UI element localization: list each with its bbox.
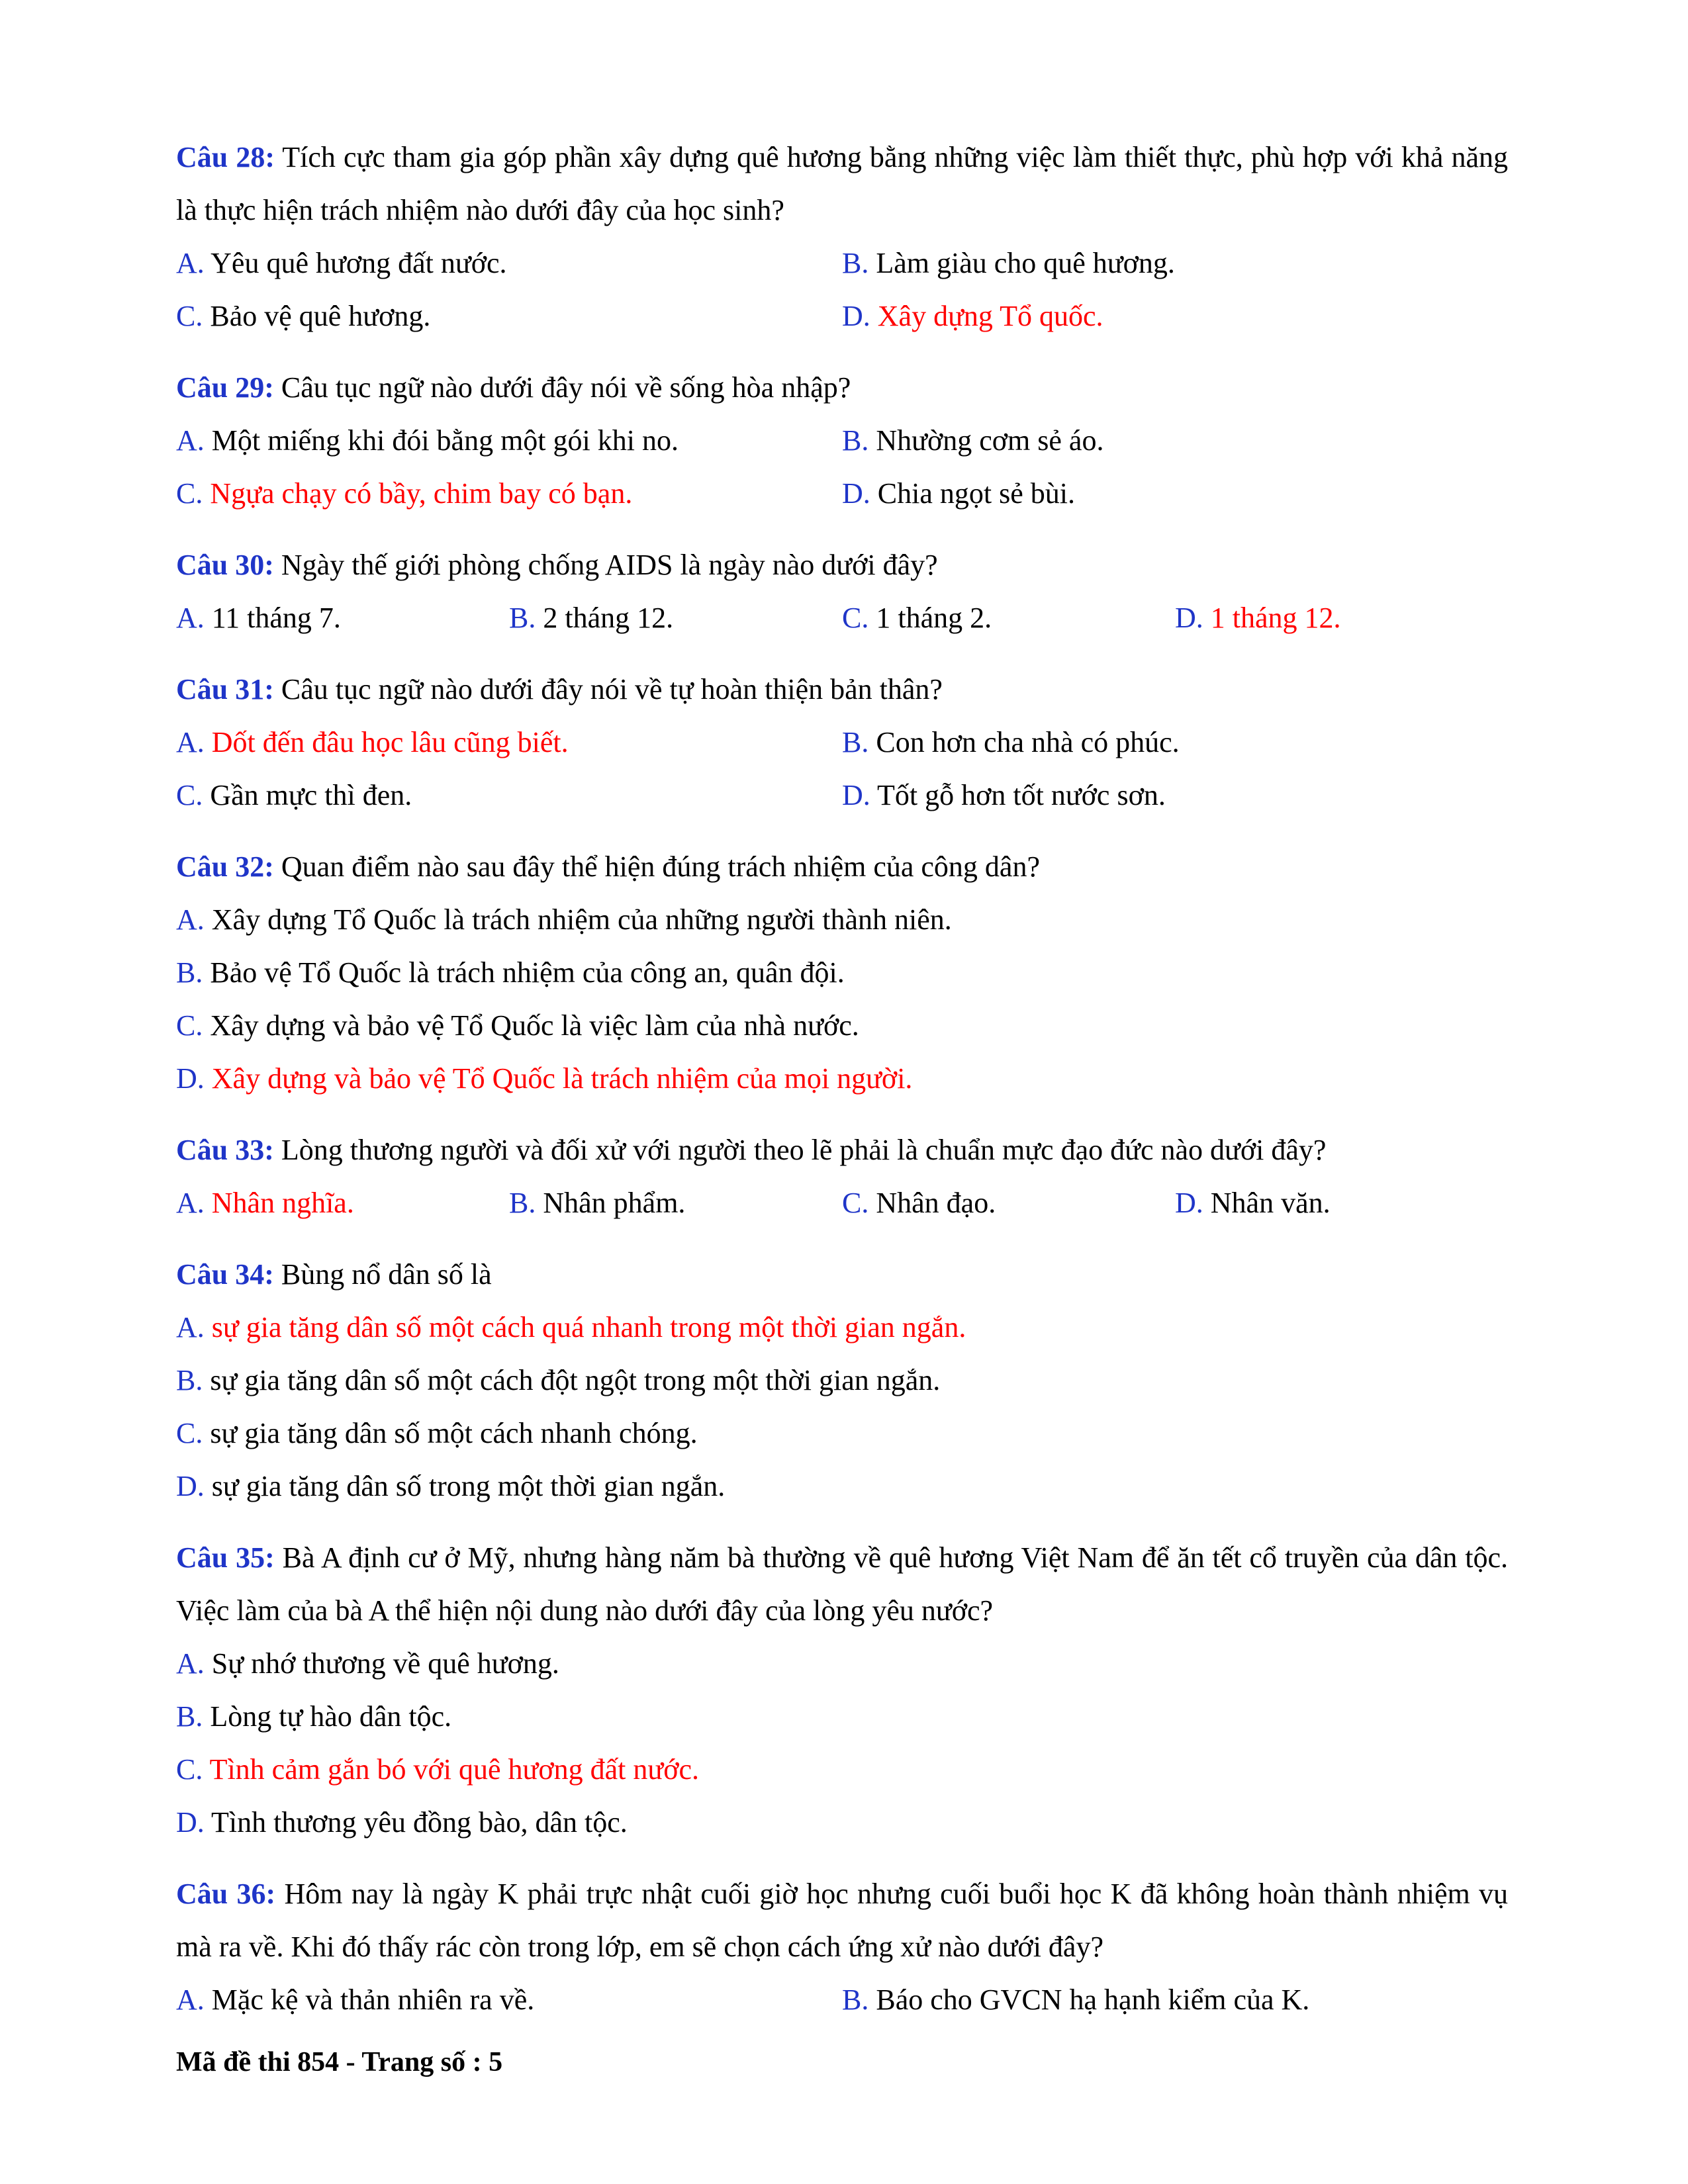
answer-option bbox=[842, 237, 1508, 290]
option-letter: A. bbox=[176, 1311, 205, 1343]
answer-row bbox=[176, 893, 1508, 946]
option-text: Nhân đạo. bbox=[876, 1187, 996, 1219]
answer-option bbox=[842, 414, 1508, 467]
correct-answer-text: Tình cảm gắn bó với quê hương đất nước. bbox=[209, 1753, 700, 1786]
question-stem bbox=[176, 131, 1508, 237]
option-letter: C. bbox=[176, 477, 203, 510]
question-block bbox=[176, 1868, 1508, 2026]
option-letter: B. bbox=[842, 726, 869, 758]
option-letter: A. bbox=[176, 1647, 205, 1680]
option-letter: B. bbox=[176, 1364, 203, 1396]
answer-row bbox=[176, 769, 1508, 822]
answer-option bbox=[1175, 1177, 1508, 1230]
option-letter: D. bbox=[842, 300, 870, 332]
correct-answer-text: Dốt đến đâu học lâu cũng biết. bbox=[211, 726, 569, 758]
answer-row bbox=[176, 592, 1508, 645]
answer-option bbox=[842, 592, 1175, 645]
question-stem bbox=[176, 663, 1508, 716]
question-text: Câu tục ngữ nào dưới đây nói về tự hoàn thiện bản thân? bbox=[281, 673, 943, 705]
option-text: Tình thương yêu đồng bào, dân tộc. bbox=[211, 1806, 628, 1839]
answer-row bbox=[176, 414, 1508, 467]
question-number: Câu 28: bbox=[176, 141, 275, 173]
option-letter: A. bbox=[176, 602, 205, 634]
question-text: Lòng thương người và đối xử với người theo lẽ phải là chuẩn mực đạo đức nào dưới đây? bbox=[281, 1134, 1327, 1166]
option-text: Làm giàu cho quê hương. bbox=[876, 247, 1175, 279]
option-text: 11 tháng 7. bbox=[211, 602, 341, 634]
question-block bbox=[176, 1124, 1508, 1230]
answer-option bbox=[176, 1974, 842, 2026]
option-text: Sự nhớ thương về quê hương. bbox=[211, 1647, 559, 1680]
option-letter: A. bbox=[176, 903, 205, 936]
option-letter: A. bbox=[176, 1187, 205, 1219]
question-number: Câu 30: bbox=[176, 549, 274, 581]
option-letter: D. bbox=[1175, 602, 1203, 634]
question-text: Tích cực tham gia góp phần xây dựng quê hương bằng những việc làm thiết thực, phù hợp với khả năng là thực hiện trách nhiệm nào dưới đây của học sinh? bbox=[176, 141, 1508, 226]
question-block bbox=[176, 1531, 1508, 1849]
question-number: Câu 34: bbox=[176, 1258, 274, 1291]
option-text: Lòng tự hào dân tộc. bbox=[210, 1700, 452, 1733]
option-letter: C. bbox=[176, 1417, 203, 1449]
answer-option bbox=[176, 414, 842, 467]
answer-row bbox=[176, 1177, 1508, 1230]
question-stem bbox=[176, 1124, 1508, 1177]
option-text: sự gia tăng dân số một cách đột ngột trong một thời gian ngắn. bbox=[210, 1364, 941, 1396]
answer-option bbox=[842, 1974, 1508, 2026]
answer-option bbox=[1175, 592, 1508, 645]
question-text: Ngày thế giới phòng chống AIDS là ngày nào dưới đây? bbox=[281, 549, 938, 581]
option-text: Nhường cơm sẻ áo. bbox=[876, 424, 1104, 457]
question-stem bbox=[176, 361, 1508, 414]
option-letter: C. bbox=[176, 300, 203, 332]
question-stem bbox=[176, 539, 1508, 592]
answer-row bbox=[176, 1460, 1508, 1513]
option-letter: C. bbox=[176, 1009, 203, 1042]
answer-option bbox=[842, 290, 1508, 343]
question-block bbox=[176, 663, 1508, 822]
option-letter: B. bbox=[842, 424, 869, 457]
option-text: Yêu quê hương đất nước. bbox=[211, 247, 507, 279]
correct-answer-text: Xây dựng Tổ quốc. bbox=[877, 300, 1103, 332]
answer-row bbox=[176, 946, 1508, 999]
answer-row bbox=[176, 1743, 1508, 1796]
answer-row bbox=[176, 1690, 1508, 1743]
option-letter: A. bbox=[176, 424, 205, 457]
correct-answer-text: Nhân nghĩa. bbox=[211, 1187, 354, 1219]
answer-option bbox=[176, 1743, 1508, 1796]
question-stem bbox=[176, 1868, 1508, 1974]
answer-option bbox=[176, 290, 842, 343]
option-text: Nhân phẩm. bbox=[543, 1187, 686, 1219]
answer-row bbox=[176, 467, 1508, 520]
answer-option bbox=[176, 237, 842, 290]
question-text: Bùng nổ dân số là bbox=[281, 1258, 492, 1291]
correct-answer-text: Ngựa chạy có bầy, chim bay có bạn. bbox=[210, 477, 633, 510]
answer-row bbox=[176, 1796, 1508, 1849]
option-text: Báo cho GVCN hạ hạnh kiểm của K. bbox=[876, 1983, 1310, 2016]
question-text: Bà A định cư ở Mỹ, nhưng hàng năm bà thường về quê hương Việt Nam để ăn tết cổ truyền của dân tộc. Việc làm của bà A thể hiện nội dung nào dưới đây của lòng yêu nước? bbox=[176, 1541, 1509, 1627]
answer-option bbox=[176, 1460, 1508, 1513]
answer-option bbox=[176, 1301, 1508, 1354]
option-text: Nhân văn. bbox=[1210, 1187, 1331, 1219]
option-letter: C. bbox=[176, 1753, 203, 1786]
option-letter: C. bbox=[842, 1187, 869, 1219]
answer-option bbox=[176, 592, 509, 645]
answer-option bbox=[842, 467, 1508, 520]
answer-option bbox=[176, 769, 842, 822]
answer-row bbox=[176, 1974, 1508, 2026]
answer-row bbox=[176, 290, 1508, 343]
question-number: Câu 31: bbox=[176, 673, 274, 705]
option-text: Gần mực thì đen. bbox=[210, 779, 412, 811]
question-number: Câu 29: bbox=[176, 371, 274, 404]
question-block bbox=[176, 361, 1508, 520]
option-letter: A. bbox=[176, 726, 205, 758]
answer-option bbox=[176, 999, 1508, 1052]
answer-row bbox=[176, 1301, 1508, 1354]
answer-option bbox=[842, 769, 1508, 822]
option-letter: D. bbox=[842, 779, 870, 811]
question-text: Hôm nay là ngày K phải trực nhật cuối giờ học nhưng cuối buổi học K đã không hoàn thành nhiệm vụ mà ra về. Khi đó thấy rác còn trong lớp, em sẽ chọn cách ứng xử nào dưới đây? bbox=[176, 1878, 1509, 1963]
answer-option bbox=[842, 1177, 1175, 1230]
question-number: Câu 33: bbox=[176, 1134, 274, 1166]
option-letter: B. bbox=[509, 1187, 536, 1219]
answer-option bbox=[842, 716, 1508, 769]
correct-answer-text: Xây dựng và bảo vệ Tổ Quốc là trách nhiệm của mọi người. bbox=[211, 1062, 913, 1095]
option-text: Xây dựng và bảo vệ Tổ Quốc là việc làm của nhà nước. bbox=[210, 1009, 859, 1042]
answer-row bbox=[176, 237, 1508, 290]
option-letter: D. bbox=[1175, 1187, 1203, 1219]
question-stem bbox=[176, 1248, 1508, 1301]
option-letter: D. bbox=[176, 1062, 205, 1095]
option-text: Một miếng khi đói bằng một gói khi no. bbox=[211, 424, 679, 457]
option-text: Chia ngọt sẻ bùi. bbox=[877, 477, 1075, 510]
answer-option bbox=[176, 1637, 1508, 1690]
option-text: 2 tháng 12. bbox=[543, 602, 674, 634]
answer-option bbox=[509, 1177, 842, 1230]
option-text: Con hơn cha nhà có phúc. bbox=[876, 726, 1180, 758]
answer-option bbox=[176, 1796, 1508, 1849]
question-block bbox=[176, 1248, 1508, 1513]
option-text: 1 tháng 2. bbox=[876, 602, 992, 634]
correct-answer-text: 1 tháng 12. bbox=[1210, 602, 1341, 634]
option-text: Tốt gỗ hơn tốt nước sơn. bbox=[877, 779, 1166, 811]
question-stem bbox=[176, 1531, 1508, 1637]
answer-option bbox=[176, 1354, 1508, 1407]
option-text: Bảo vệ quê hương. bbox=[210, 300, 431, 332]
option-text: Bảo vệ Tổ Quốc là trách nhiệm của công an, quân đội. bbox=[210, 956, 845, 989]
answer-option bbox=[176, 1407, 1508, 1460]
option-letter: B. bbox=[842, 1983, 869, 2016]
answer-option bbox=[176, 1052, 1508, 1105]
option-text: Xây dựng Tổ Quốc là trách nhiệm của những người thành niên. bbox=[211, 903, 952, 936]
correct-answer-text: sự gia tăng dân số một cách quá nhanh trong một thời gian ngắn. bbox=[211, 1311, 966, 1343]
answer-row bbox=[176, 1637, 1508, 1690]
answer-option bbox=[176, 716, 842, 769]
option-letter: B. bbox=[509, 602, 536, 634]
option-letter: D. bbox=[176, 1470, 205, 1502]
question-text: Câu tục ngữ nào dưới đây nói về sống hòa nhập? bbox=[281, 371, 851, 404]
option-letter: D. bbox=[842, 477, 870, 510]
answer-row bbox=[176, 1354, 1508, 1407]
answer-option bbox=[509, 592, 842, 645]
answer-row bbox=[176, 716, 1508, 769]
answer-option bbox=[176, 893, 1508, 946]
question-block bbox=[176, 841, 1508, 1105]
option-letter: C. bbox=[842, 602, 869, 634]
option-letter: B. bbox=[176, 1700, 203, 1733]
answer-option bbox=[176, 1690, 1508, 1743]
question-number: Câu 32: bbox=[176, 850, 274, 883]
question-block bbox=[176, 539, 1508, 645]
answer-row bbox=[176, 1052, 1508, 1105]
option-letter: C. bbox=[176, 779, 203, 811]
option-letter: A. bbox=[176, 247, 205, 279]
question-number: Câu 36: bbox=[176, 1878, 276, 1910]
option-letter: B. bbox=[176, 956, 203, 989]
answer-option bbox=[176, 467, 842, 520]
question-stem bbox=[176, 841, 1508, 893]
answer-row bbox=[176, 999, 1508, 1052]
answer-row bbox=[176, 1407, 1508, 1460]
option-letter: D. bbox=[176, 1806, 205, 1839]
answer-option bbox=[176, 946, 1508, 999]
option-letter: A. bbox=[176, 1983, 205, 2016]
question-block bbox=[176, 131, 1508, 343]
option-letter: B. bbox=[842, 247, 869, 279]
option-text: Mặc kệ và thản nhiên ra về. bbox=[211, 1983, 535, 2016]
answer-option bbox=[176, 1177, 509, 1230]
option-text: sự gia tăng dân số một cách nhanh chóng. bbox=[210, 1417, 698, 1449]
question-text: Quan điểm nào sau đây thể hiện đúng trách nhiệm của công dân? bbox=[281, 850, 1040, 883]
question-list bbox=[176, 131, 1508, 2045]
page-footer: Mã đề thi 854 - Trang số : 5 bbox=[176, 2047, 503, 2077]
option-text: sự gia tăng dân số trong một thời gian ngắn. bbox=[211, 1470, 726, 1502]
question-number: Câu 35: bbox=[176, 1541, 275, 1574]
